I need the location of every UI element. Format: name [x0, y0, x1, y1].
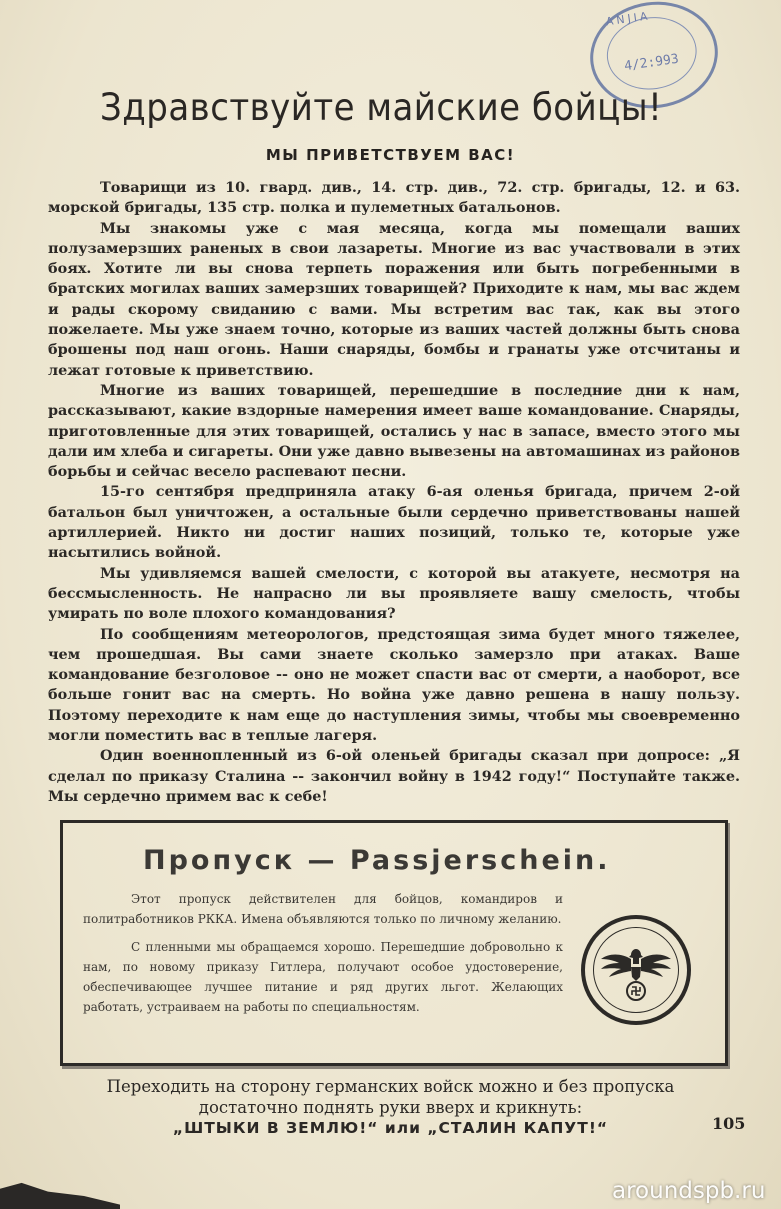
archive-stamp-text: ANJIA: [605, 9, 652, 29]
body-paragraph: Один военнопленный из 6-ой оленьей бригады сказал при допросе: „Я сделал по приказу Сталина -- закончил войну в 1942 году!“ Поступайте также. Мы сердечно примем вас к себе!: [48, 747, 740, 805]
body-paragraph: Многие из ваших товарищей, перешедшие в последние дни к нам, рассказывают, какие вздорные намерения имеет ваше командование. Снаряды, приготовленные для этих товарищей, остались у нас в запасе, вместо этого мы дали им хлеба и сигареты. Они уже давно вывезены на автомашинах из районов борьбы и сейчас весело распевают песни.: [48, 381, 740, 481]
body-paragraph: 15-го сентября предприняла атаку 6-ая оленья бригада, причем 2-ой батальон был уничтожен, а остальные были сердечно приветствованы нашей артиллерией. Никто ни достиг наших позиций, только те, которые уже насытились войной.: [48, 483, 740, 562]
pass-text: [83, 889, 563, 1025]
torn-corner: [0, 1180, 120, 1209]
page-title: Здравствуйте майские бойцы!: [100, 86, 663, 129]
pass-title: Пропуск — Passjerschein.: [143, 845, 611, 876]
pass-box: [60, 820, 728, 1066]
archive-stamp-number: 4/2:993: [623, 51, 680, 75]
eagle-seal-icon: [581, 915, 691, 1025]
body-paragraph: Товарищи из 10. гвард. див., 14. стр. див., 72. стр. бригады, 12. и 63. морской бригады, 135 стр. полка и пулеметных батальонов.: [48, 179, 740, 217]
eagle-emblem-icon: [585, 919, 687, 1021]
footer-line: достаточно поднять руки вверх и крикнуть:: [198, 1098, 583, 1117]
footer-appeal: [0, 1076, 781, 1139]
body-paragraph: По сообщениям метеорологов, предстоящая зима будет много тяжелее, чем прошедшая. Вы сами знаете сколько замерзло при атаках. Ваше командование безголовое -- оно не может спасти вас от смерти, а наоборот, все больше гонит вас на смерть. Но война уже давно решена в нашу пользу. Поэтому переходите к нам еще до наступления зимы, чтобы мы своевременно могли поместить вас в теплые лагеря.: [48, 625, 740, 745]
pass-paragraph: Этот пропуск действителен для бойцов, командиров и политработников РККА. Имена объявляются только по личному желанию.: [83, 892, 563, 926]
footer-line: Переходить на сторону германских войск можно и без пропуска: [106, 1077, 675, 1096]
site-watermark: aroundspb.ru: [612, 1178, 766, 1204]
footer-slogan: „ШТЫКИ В ЗЕМЛЮ!“ или „СТАЛИН КАПУТ!“: [172, 1119, 609, 1137]
body-paragraph: Мы удивляемся вашей смелости, с которой вы атакуете, несмотря на бессмысленность. Не напрасно ли вы проявляете вашу смелость, чтобы умирать по воле плохого командования?: [48, 564, 740, 623]
page-number: 105: [712, 1114, 746, 1133]
pass-paragraph: С пленными мы обращаемся хорошо. Перешедшие добровольно к нам, по новому приказу Гитлера, получают особое удостоверение, обеспечивающее лучшее питание и ряд других льгот. Желающих работать, устраиваем на работы по специальностям.: [83, 940, 563, 1014]
leaflet-body: [48, 178, 740, 807]
page-subtitle: МЫ ПРИВЕТСТВУЕМ ВАС!: [265, 146, 516, 164]
body-paragraph: Мы знакомы уже с мая месяца, когда мы помещали ваших полузамерзших раненых в свои лазареты. Многие из вас участвовали в этих боях. Хотите ли вы снова терпеть поражения или быть погребенными в братских могилах ваших замерзших товарищей? Приходите к нам, мы вас ждем и рады скорому свиданию с вами. Мы встретим вас так, как вы этого пожелаете. Мы уже знаем точно, которые из ваших частей должны быть снова брошены под наш огонь. Наши снаряды, бомбы и гранаты уже отсчитаны и лежат готовые к приветствию.: [48, 219, 740, 379]
